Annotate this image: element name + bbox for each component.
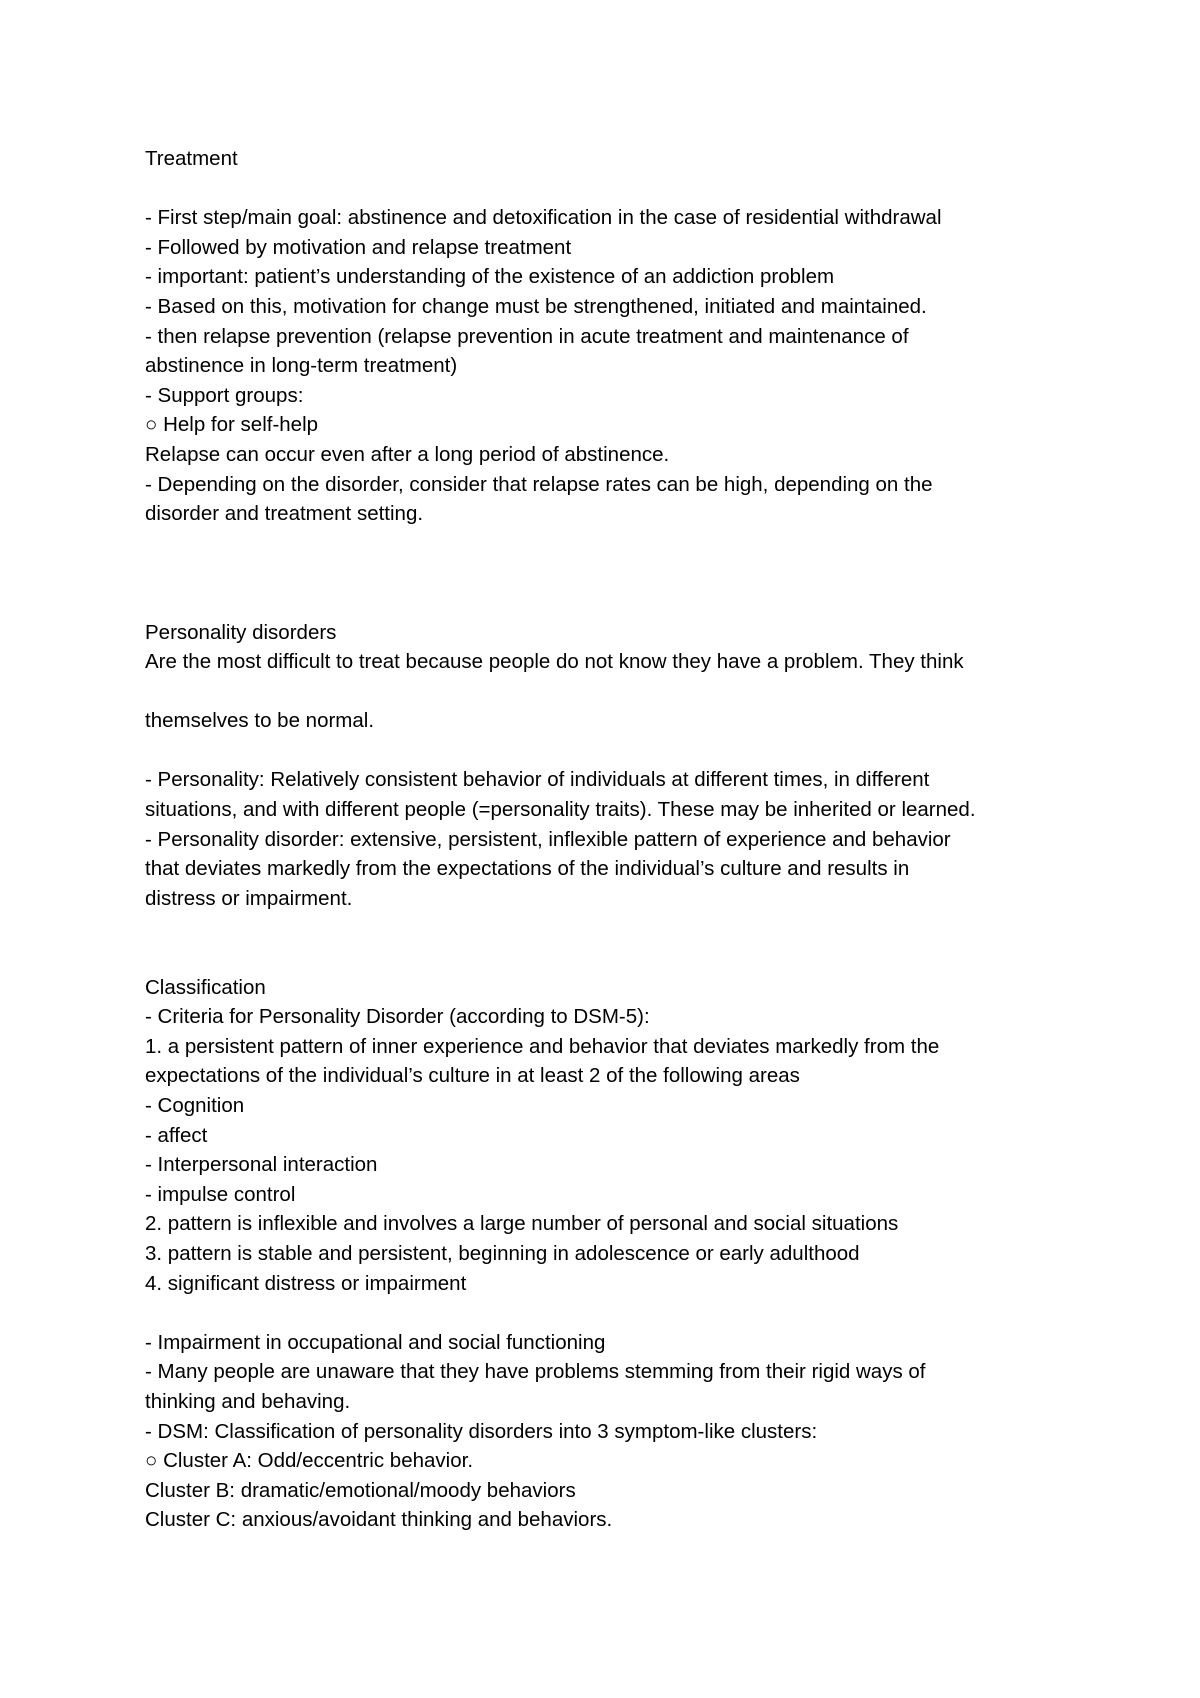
text-line: ○ Cluster A: Odd/eccentric behavior. xyxy=(145,1449,474,1473)
text-line: - Followed by motivation and relapse treatment xyxy=(145,235,572,259)
text-line: - First step/main goal: abstinence and detoxification in the case of residential withdrawal xyxy=(145,206,942,230)
text-line: situations, and with different people (=personality traits). These may be inherited or learned. xyxy=(145,798,976,822)
text-line: - Support groups: xyxy=(145,383,304,407)
text-line: 2. pattern is inflexible and involves a large number of personal and social situations xyxy=(145,1212,899,1236)
blank-line xyxy=(145,529,1085,559)
blank-line xyxy=(145,677,1085,707)
blank-line xyxy=(145,1298,1085,1328)
text-line: - Based on this, motivation for change must be strengthened, initiated and maintained. xyxy=(145,294,927,318)
text-line: - affect xyxy=(145,1123,208,1147)
text-line: disorder and treatment setting. xyxy=(145,502,424,526)
text-line: - Criteria for Personality Disorder (according to DSM-5): xyxy=(145,1005,650,1029)
text-line: - DSM: Classification of personality disorders into 3 symptom-like clusters: xyxy=(145,1419,818,1443)
text-line: Personality disorders xyxy=(145,620,337,644)
text-line: - Interpersonal interaction xyxy=(145,1153,378,1177)
document-body xyxy=(145,144,1085,1535)
blank-line xyxy=(145,588,1085,618)
text-line: abstinence in long-term treatment) xyxy=(145,354,458,378)
text-line: Are the most difficult to treat because people do not know they have a problem. They think xyxy=(145,650,964,674)
text-line: distress or impairment. xyxy=(145,886,353,910)
text-line: ○ Help for self-help xyxy=(145,413,319,437)
blank-line xyxy=(145,943,1085,973)
text-line: Cluster B: dramatic/emotional/moody behaviors xyxy=(145,1478,576,1502)
text-line: - Cognition xyxy=(145,1094,245,1117)
text-line: - important: patient’s understanding of the existence of an addiction problem xyxy=(145,265,835,289)
text-line: themselves to be normal. xyxy=(145,709,375,733)
text-line: thinking and behaving. xyxy=(145,1389,351,1413)
text-line: - then relapse prevention (relapse prevention in acute treatment and maintenance of xyxy=(145,324,909,348)
text-line: - Personality disorder: extensive, persistent, inflexible pattern of experience and behavior xyxy=(145,827,951,851)
blank-line xyxy=(145,736,1085,766)
text-line: - Impairment in occupational and social functioning xyxy=(145,1330,606,1354)
blank-line xyxy=(145,913,1085,943)
text-line: 3. pattern is stable and persistent, beginning in adolescence or early adulthood xyxy=(145,1241,860,1265)
text-line: Classification xyxy=(145,975,266,999)
text-line: expectations of the individual’s culture in at least 2 of the following areas xyxy=(145,1064,800,1088)
text-line: Treatment xyxy=(145,147,238,170)
text-line: - Depending on the disorder, consider that relapse rates can be high, depending on the xyxy=(145,472,933,496)
text-line: that deviates markedly from the expectations of the individual’s culture and results in xyxy=(145,857,910,881)
text-line: - Personality: Relatively consistent behavior of individuals at different times, in different xyxy=(145,768,930,792)
text-line: Relapse can occur even after a long period of abstinence. xyxy=(145,442,670,466)
text-line: - impulse control xyxy=(145,1182,296,1206)
text-line: Cluster C: anxious/avoidant thinking and behaviors. xyxy=(145,1508,613,1532)
text-line: 4. significant distress or impairment xyxy=(145,1271,467,1295)
text-line: - Many people are unaware that they have problems stemming from their rigid ways of xyxy=(145,1360,926,1384)
text-line: 1. a persistent pattern of inner experience and behavior that deviates markedly from the xyxy=(145,1034,940,1058)
blank-line xyxy=(145,174,1085,204)
blank-line xyxy=(145,558,1085,588)
